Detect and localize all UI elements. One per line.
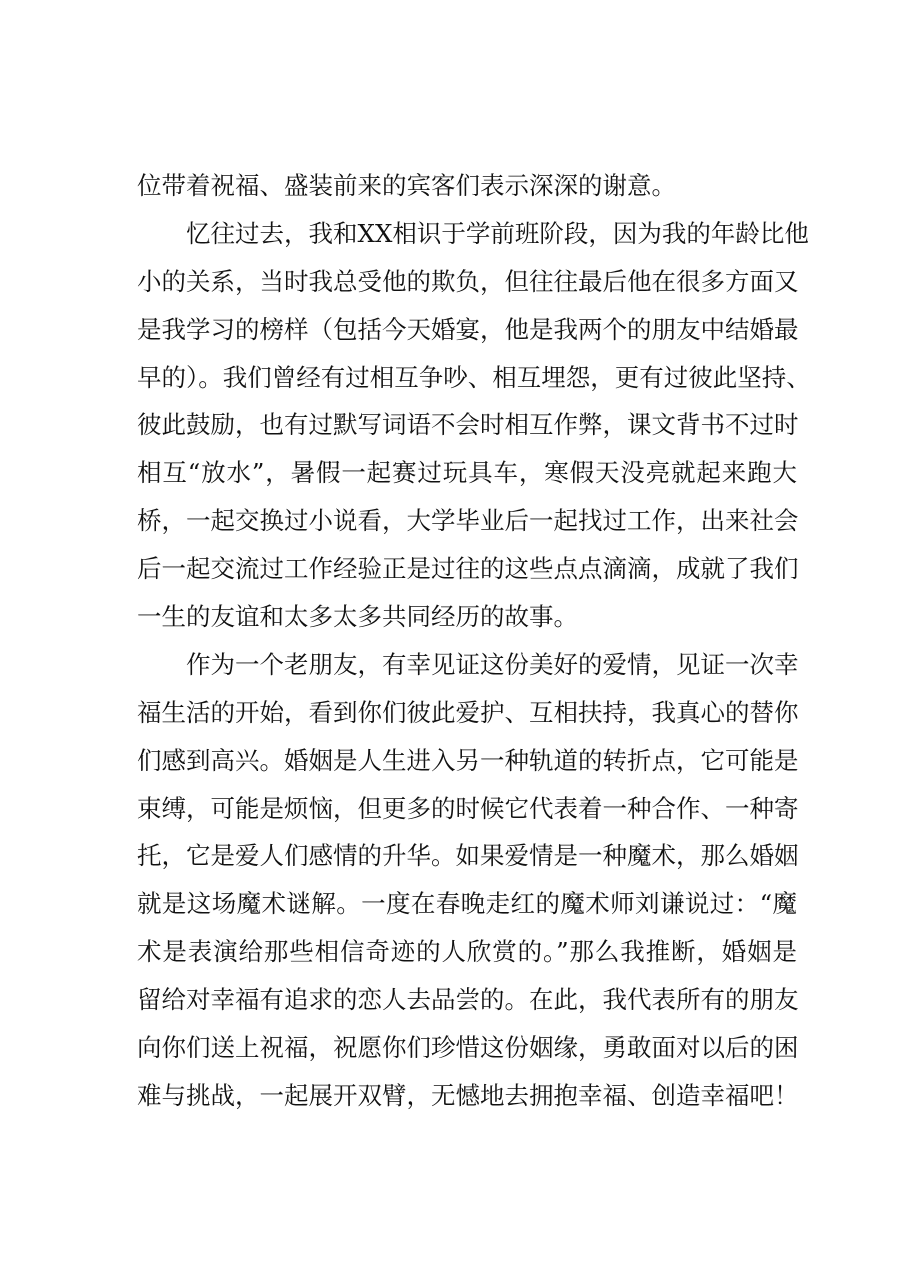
text-line: 是我学习的榜样（包括今天婚宴，他是我两个的朋友中结婚最 bbox=[137, 314, 799, 344]
text-line: 就是这场魔术谜解。一度在春晚走红的魔术师刘谦说过：“魔 bbox=[137, 889, 797, 919]
text-line: 小的关系，当时我总受他的欺负，但往往最后他在很多方面又 bbox=[137, 266, 799, 296]
text-line: 一生的友谊和太多太多共同经历的故事。 bbox=[137, 602, 578, 632]
text-line: 托，它是爱人们感情的升华。如果爱情是一种魔术，那么婚姻 bbox=[137, 841, 799, 871]
text-line: 后一起交流过工作经验正是过往的这些点点滴滴，成就了我们 bbox=[137, 554, 799, 584]
text-line: 位带着祝福、盛装前来的宾客们表示深深的谢意。 bbox=[137, 171, 676, 200]
text-line: 相互“放水”，暑假一起赛过玩具车，寒假天没亮就起来跑大 bbox=[137, 458, 797, 488]
text-line: 早的）。我们曾经有过相互争吵、相互埋怨，更有过彼此坚持、 bbox=[137, 362, 811, 392]
text-line: 彼此鼓励，也有过默写词语不会时相互作弊，课文背书不过时 bbox=[137, 410, 799, 440]
text-line: 们感到高兴。婚姻是人生进入另一种轨道的转折点，它可能是 bbox=[137, 745, 799, 775]
text-line: 作为一个老朋友，有幸见证这份美好的爱情，见证一次幸 bbox=[186, 649, 799, 679]
text-line: 福生活的开始，看到你们彼此爱护、互相扶持，我真心的替你 bbox=[137, 697, 799, 727]
text-line: 难与挑战，一起展开双臂，无憾地去拥抱幸福、创造幸福吧！ bbox=[137, 1080, 799, 1110]
text-line: 留给对幸福有追求的恋人去品尝的。在此，我代表所有的朋友 bbox=[137, 985, 799, 1015]
body-text bbox=[137, 162, 811, 1120]
text-line: 忆往过去，我和XX相识于学前班阶段，因为我的年龄比他 bbox=[186, 218, 809, 248]
text-line: 束缚，可能是烦恼，但更多的时候它代表着一种合作、一种寄 bbox=[137, 793, 799, 823]
text-line: 向你们送上祝福，祝愿你们珍惜这份姻缘，勇敢面对以后的困 bbox=[137, 1033, 799, 1063]
text-line: 术是表演给那些相信奇迹的人欣赏的。”那么我推断，婚姻是 bbox=[137, 937, 797, 967]
text-line: 桥，一起交换过小说看，大学毕业后一起找过工作，出来社会 bbox=[137, 506, 799, 536]
